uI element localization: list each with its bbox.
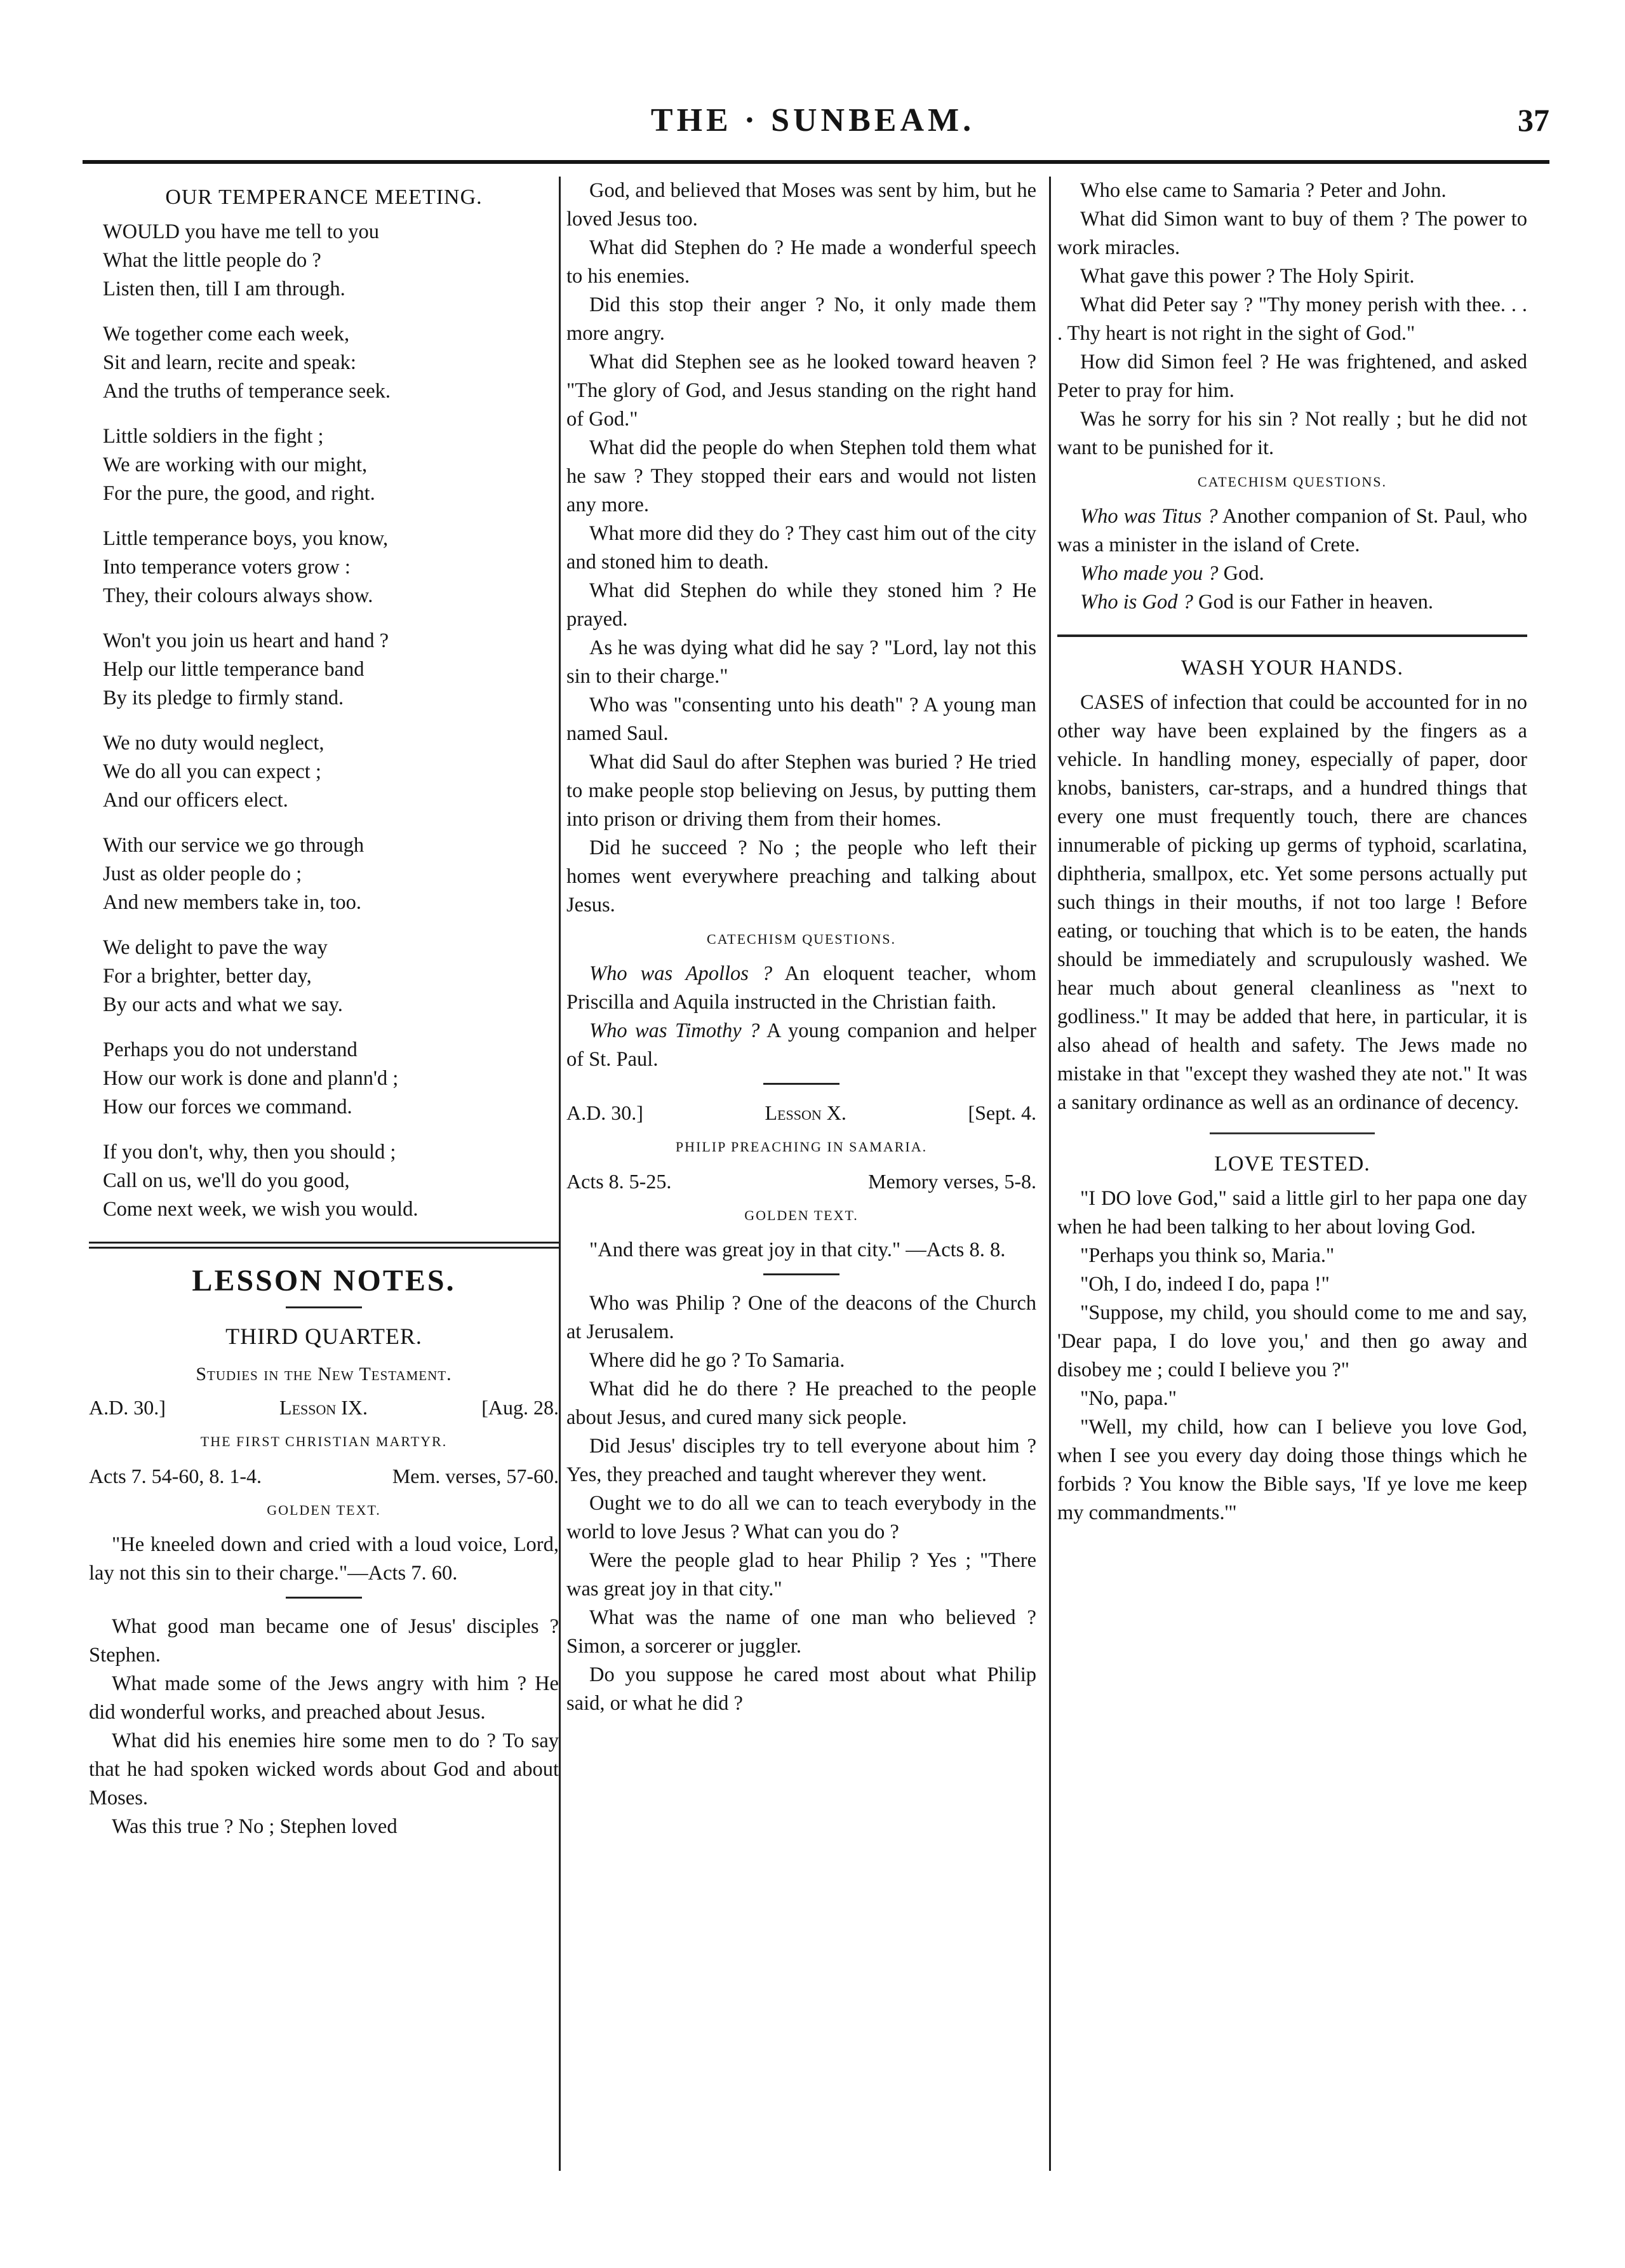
poem-stanza xyxy=(103,422,559,508)
catechism-item xyxy=(1057,588,1527,617)
catechism-question: Who is God ? xyxy=(1080,591,1193,614)
lesson-10-line xyxy=(566,1099,1036,1127)
question-answer: What made some of the Jews angry with him ? He did wonderful works, and preached about Jesus. xyxy=(89,1672,559,1724)
column-2 xyxy=(566,177,1036,2196)
poem-line: We together come each week, xyxy=(103,323,350,346)
ornamental-rule xyxy=(1210,1132,1375,1134)
question-answer: What more did they do ? They cast him out of the city and stoned him to death. xyxy=(566,522,1036,574)
golden-text: "He kneeled down and cried with a loud voice, Lord, lay not this sin to their charge."—Acts 7. 60. xyxy=(89,1533,559,1585)
poem-line: They, their colours always show. xyxy=(103,584,373,607)
newspaper-title: THE · SUNBEAM. xyxy=(650,102,975,138)
question-answer: What was the name of one man who believed ? Simon, a sorcerer or juggler. xyxy=(566,1606,1036,1658)
lesson-9-date: A.D. 30.] xyxy=(89,1396,166,1419)
golden-text-label: GOLDEN TEXT. xyxy=(744,1207,859,1223)
poem-stanza xyxy=(103,729,559,815)
short-rule xyxy=(286,1306,362,1308)
lesson-9-questions-part-2 xyxy=(566,177,1036,920)
question-answer: What did the people do when Stephen told them what he saw ? They stopped their ears and would not listen any more. xyxy=(566,436,1036,516)
poem-line: We are working with our might, xyxy=(103,453,368,476)
question-answer: Did Jesus' disciples try to tell everyone about him ? Yes, they preached and taught wherever they went. xyxy=(566,1435,1036,1486)
lesson-9-catechism xyxy=(566,960,1036,1074)
catechism-answer: An eloquent teacher, whom Priscilla and Aquila instructed in the Christian faith. xyxy=(566,962,1036,1014)
poem-stanza xyxy=(103,218,559,304)
wash-hands-title: WASH YOUR HANDS. xyxy=(1180,656,1404,680)
catechism-question: Who was Titus ? xyxy=(1080,505,1218,528)
love-tested-paragraph: "I DO love God," said a little girl to her papa one day when he had been talking to her about loving God. xyxy=(1057,1187,1527,1238)
question-answer: What did Stephen do ? He made a wonderful speech to his enemies. xyxy=(566,236,1036,288)
header-rule xyxy=(83,160,1549,164)
poem-line: How our forces we command. xyxy=(103,1096,352,1118)
catechism-item xyxy=(1057,560,1527,588)
poem-line: For the pure, the good, and right. xyxy=(103,482,375,505)
lesson-10-passage-line xyxy=(566,1167,1036,1196)
catechism-question: Who was Apollos ? xyxy=(589,962,773,985)
love-tested-paragraph: "Perhaps you think so, Maria." xyxy=(1080,1244,1335,1267)
poem-line: And the truths of temperance seek. xyxy=(103,380,391,403)
poem-line: By its pledge to firmly stand. xyxy=(103,687,344,709)
poem-line: Into temperance voters grow : xyxy=(103,556,351,579)
page-header xyxy=(76,102,1549,159)
catechism-answer: Another companion of St. Paul, who was a minister in the island of Crete. xyxy=(1057,505,1527,556)
poem-stanza xyxy=(103,934,559,1019)
question-answer: Ought we to do all we can to teach everybody in the world to love Jesus ? What can you do ? xyxy=(566,1492,1036,1543)
short-rule xyxy=(763,1083,839,1085)
lesson-10-title: PHILIP PREACHING IN SAMARIA. xyxy=(675,1139,928,1155)
poem-line: We do all you can expect ; xyxy=(103,760,321,783)
lesson-10-catechism xyxy=(1057,502,1527,617)
catechism-answer: God is our Father in heaven. xyxy=(1198,591,1434,614)
studies-heading: Studies in the New Testament. xyxy=(196,1364,452,1385)
lesson-9-memory: Mem. verses, 57-60. xyxy=(392,1465,559,1487)
lesson-9-day: [Aug. 28. xyxy=(481,1396,559,1419)
question-answer: Who was Philip ? One of the deacons of the Church at Jerusalem. xyxy=(566,1292,1036,1343)
question-answer: Did he succeed ? No ; the people who left their homes went everywhere preaching and talking about Jesus. xyxy=(566,836,1036,916)
poem-stanza xyxy=(103,627,559,713)
double-rule xyxy=(89,1242,559,1249)
poem-line: What the little people do ? xyxy=(103,249,321,272)
poem-line: Won't you join us heart and hand ? xyxy=(103,629,389,652)
question-answer: Was this true ? No ; Stephen loved xyxy=(112,1815,398,1838)
love-tested-title: LOVE TESTED. xyxy=(1214,1152,1370,1176)
poem xyxy=(89,218,559,1224)
poem-line: And new members take in, too. xyxy=(103,891,362,914)
poem-line: How our work is done and plann'd ; xyxy=(103,1067,399,1090)
question-answer: What gave this power ? The Holy Spirit. xyxy=(1080,265,1415,288)
lesson-9-title: THE FIRST CHRISTIAN MARTYR. xyxy=(200,1433,448,1449)
question-answer: Did this stop their anger ? No, it only made them more angry. xyxy=(566,293,1036,345)
poem-line: Help our little temperance band xyxy=(103,658,364,681)
question-answer: What did Stephen see as he looked toward heaven ? "The glory of God, and Jesus standing on the right hand of God." xyxy=(566,351,1036,431)
lesson-10-questions-part-1 xyxy=(566,1289,1036,1718)
question-answer: God, and believed that Moses was sent by him, but he loved Jesus too. xyxy=(566,179,1036,231)
lesson-10-memory: Memory verses, 5-8. xyxy=(868,1170,1036,1193)
poem-line: With our service we go through xyxy=(103,834,364,857)
question-answer: Who was "consenting unto his death" ? A young man named Saul. xyxy=(566,694,1036,745)
lesson-10-day: [Sept. 4. xyxy=(968,1101,1036,1124)
poem-stanza xyxy=(103,831,559,917)
catechism-item xyxy=(566,1017,1036,1074)
catechism-question: Who made you ? xyxy=(1080,562,1219,585)
poem-line: Little soldiers in the fight ; xyxy=(103,425,324,448)
poem-title: OUR TEMPERANCE MEETING. xyxy=(165,185,483,209)
question-answer: What did he do there ? He preached to the people about Jesus, and cured many sick people. xyxy=(566,1378,1036,1429)
column-3 xyxy=(1057,177,1527,2196)
poem-line: For a brighter, better day, xyxy=(103,965,312,988)
catechism-label: CATECHISM QUESTIONS. xyxy=(707,931,896,947)
poem-line: Little temperance boys, you know, xyxy=(103,527,389,550)
poem-stanza xyxy=(103,525,559,610)
lesson-9-line xyxy=(89,1393,559,1422)
question-answer: Who else came to Samaria ? Peter and John. xyxy=(1080,179,1447,202)
question-answer: How did Simon feel ? He was frightened, and asked Peter to pray for him. xyxy=(1057,351,1527,402)
lesson-9-questions-part-1 xyxy=(89,1613,559,1841)
poem-line: If you don't, why, then you should ; xyxy=(103,1141,396,1164)
lesson-10-passage: Acts 8. 5-25. xyxy=(566,1170,672,1193)
column-1 xyxy=(89,177,559,2196)
poem-line: Call on us, we'll do you good, xyxy=(103,1169,350,1192)
poem-stanza xyxy=(103,1138,559,1224)
poem-line: Sit and learn, recite and speak: xyxy=(103,351,356,374)
question-answer: What did Saul do after Stephen was buried ? He tried to make people stop believing on Jesus, by putting them into prison or driving them from their homes. xyxy=(566,751,1036,831)
catechism-item xyxy=(566,960,1036,1017)
catechism-label: CATECHISM QUESTIONS. xyxy=(1198,474,1387,490)
question-answer: Do you suppose he cared most about what Philip said, or what he did ? xyxy=(566,1663,1036,1715)
section-rule xyxy=(1057,634,1527,637)
question-answer: What did Stephen do while they stoned him ? He prayed. xyxy=(566,579,1036,631)
love-tested-paragraph: "Well, my child, how can I believe you love God, when I see you every day doing those things which he forbids ? You know the Bible says, 'If ye love me keep my commandments.'" xyxy=(1057,1416,1527,1524)
poem-stanza xyxy=(103,1036,559,1122)
page-number: 37 xyxy=(1518,102,1549,138)
question-answer: Where did he go ? To Samaria. xyxy=(589,1349,845,1372)
lesson-10-date: A.D. 30.] xyxy=(566,1101,643,1124)
poem-line: And our officers elect. xyxy=(103,789,288,812)
question-answer: Were the people glad to hear Philip ? Yes ; "There was great joy in that city." xyxy=(566,1549,1036,1600)
wash-hands-body: CASES of infection that could be accounted for in no other way have been explained by the fingers as a vehicle. In handling money, especially of paper, door knobs, banisters, car-straps, and a hundred things that every one must frequently touch, there are chances innumerable of picking up germs of typhoid, scarlatina, diphtheria, smallpox, etc. Yet some persons actually put such things in their mouths, if not too large ! Before eating, or touching that which is to be eaten, the hands should be immediately and scrupulously washed. We hear much about general cleanliness as "next to godliness." It may be added that here, in particular, it is also ahead of health and safety. The Jews made no mistake in that "except they washed they ate not." It was a sanitary ordinance as well as an ordinance of decency. xyxy=(1057,691,1527,1114)
poem-line: Come next week, we wish you would. xyxy=(103,1198,418,1221)
lesson-9-passage: Acts 7. 54-60, 8. 1-4. xyxy=(89,1465,262,1487)
short-rule xyxy=(763,1273,839,1275)
poem-line: WOULD you have me tell to you xyxy=(103,220,380,243)
question-answer: As he was dying what did he say ? "Lord, lay not this sin to their charge." xyxy=(566,636,1036,688)
love-tested-body xyxy=(1057,1184,1527,1527)
love-tested-paragraph: "Suppose, my child, you should come to me and say, 'Dear papa, I do love you,' and then go away and disobey me ; could I believe you ?" xyxy=(1057,1301,1527,1381)
question-answer: What good man became one of Jesus' disciples ? Stephen. xyxy=(89,1615,559,1667)
quarter-heading: THIRD QUARTER. xyxy=(225,1324,422,1349)
lesson-notes-title: LESSON NOTES. xyxy=(192,1264,456,1298)
poem-line: Just as older people do ; xyxy=(103,862,302,885)
question-answer: What did Peter say ? "Thy money perish with thee. . . . Thy heart is not right in the sight of God." xyxy=(1057,293,1527,345)
lesson-10-questions-part-2 xyxy=(1057,177,1527,462)
catechism-item xyxy=(1057,502,1527,560)
question-answer: Was he sorry for his sin ? Not really ; but he did not want to be punished for it. xyxy=(1057,408,1527,459)
catechism-answer: God. xyxy=(1223,562,1264,585)
poem-line: We delight to pave the way xyxy=(103,936,328,959)
short-rule xyxy=(286,1597,362,1599)
lesson-10-number: Lesson X. xyxy=(765,1101,846,1124)
column-divider xyxy=(559,177,561,2171)
love-tested-paragraph: "Oh, I do, indeed I do, papa !" xyxy=(1080,1273,1330,1296)
poem-line: Listen then, till I am through. xyxy=(103,278,345,300)
poem-line: We no duty would neglect, xyxy=(103,732,324,755)
poem-line: Perhaps you do not understand xyxy=(103,1038,358,1061)
catechism-question: Who was Timothy ? xyxy=(589,1019,760,1042)
lesson-9-number: Lesson IX. xyxy=(279,1396,368,1419)
lesson-9-passage-line xyxy=(89,1462,559,1491)
question-answer: What did Simon want to buy of them ? The power to work miracles. xyxy=(1057,208,1527,259)
poem-line: By our acts and what we say. xyxy=(103,993,343,1016)
catechism-answer: A young companion and helper of St. Paul. xyxy=(566,1019,1036,1071)
question-answer: What did his enemies hire some men to do ? To say that he had spoken wicked words about God and about Moses. xyxy=(89,1729,559,1809)
golden-text-label: GOLDEN TEXT. xyxy=(267,1502,381,1518)
love-tested-paragraph: "No, papa." xyxy=(1080,1387,1177,1410)
poem-stanza xyxy=(103,320,559,406)
golden-text: "And there was great joy in that city." —Acts 8. 8. xyxy=(589,1238,1006,1261)
column-divider xyxy=(1049,177,1051,2171)
